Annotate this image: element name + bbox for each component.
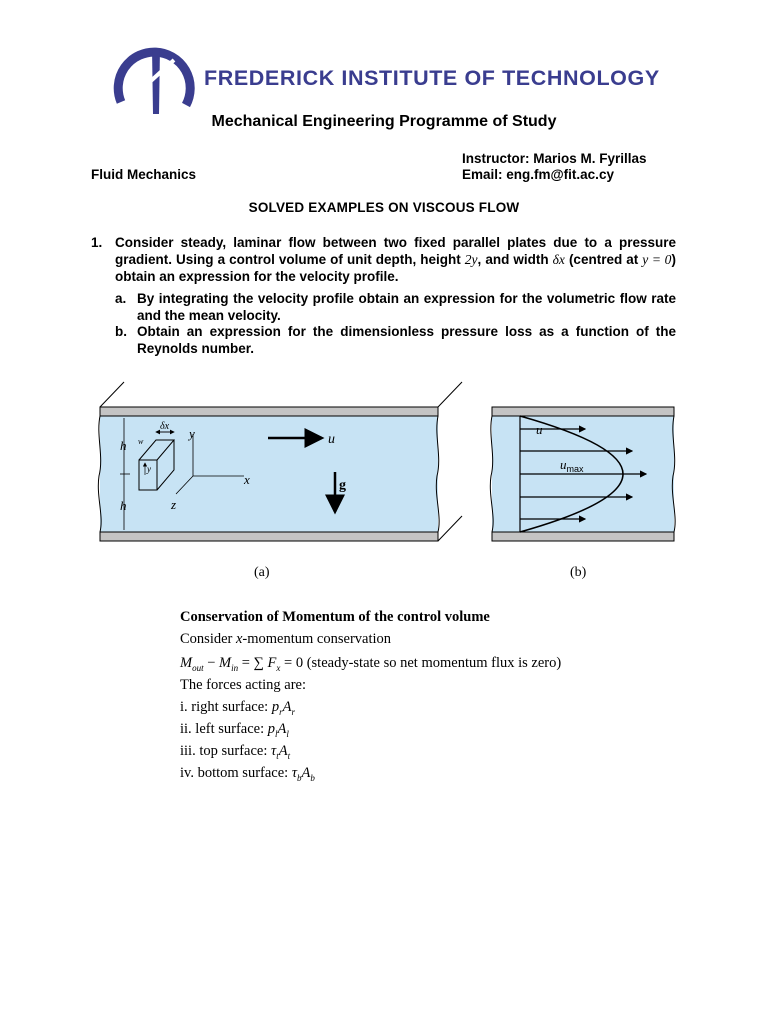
question-1: [91, 234, 676, 285]
conservation-title: Conservation of Momentum of the control volume: [180, 609, 490, 625]
w-label: w: [138, 437, 144, 446]
instructor-line: Instructor: Marios M. Fyrillas: [462, 151, 647, 166]
caption-a: (a): [254, 565, 270, 580]
z-axis-label: z: [171, 497, 177, 512]
forces-intro: The forces acting are:: [180, 677, 306, 693]
part-b-text: Obtain an expression for the dimensionless pressure loss as a function of the Reynolds number.: [137, 324, 676, 356]
institute-logo-icon: [112, 42, 198, 118]
x-axis-label: x: [244, 472, 250, 487]
channel-flow-figure: [96, 376, 686, 586]
dx-label: δx: [160, 421, 170, 432]
force-item: i. right surface: $p_rA_r$: [180, 699, 295, 717]
question-text-part2: , and width: [477, 252, 549, 267]
part-a-text: By integrating the velocity profile obtain an expression for the volumetric flow rate and the mean velocity.: [137, 291, 676, 323]
force-item: iv. bottom surface: $\tau_bA_b$: [180, 765, 315, 783]
question-part-a: [115, 290, 676, 324]
u-label: u: [328, 432, 335, 447]
email-line: Email: eng.fm@fit.ac.cy: [462, 167, 614, 182]
question-text-part3: (centred at: [568, 252, 639, 267]
course-name: Fluid Mechanics: [91, 167, 197, 182]
conservation-line: Consider x-momentum conservation: [180, 631, 392, 647]
h-top-label: h: [120, 438, 127, 453]
profile-u-label: u: [536, 422, 543, 437]
h-bottom-label: h: [120, 498, 127, 513]
bottom-plate-a: [100, 532, 438, 541]
top-plate-a: [100, 407, 438, 416]
umax-label: $u_{max}$: [560, 457, 584, 474]
panel-b: [490, 407, 675, 580]
centre-symbol: y = 0: [642, 252, 672, 267]
question-text-part4: ) obtain an expression for the velocity profile.: [115, 252, 676, 284]
question-text-part1: Consider steady, laminar flow between two fixed parallel plates due to a pressure gradient. Using a control volume of unit depth, height: [115, 235, 676, 267]
bottom-plate-b: [492, 532, 674, 541]
width-symbol: δx: [552, 252, 565, 267]
caption-b: (b): [570, 565, 587, 580]
part-a-label: a.: [115, 291, 127, 306]
institute-name: FREDERICK INSTITUTE OF TECHNOLOGY: [204, 66, 660, 90]
programme-title: Mechanical Engineering Programme of Study: [211, 113, 557, 130]
question-number: 1.: [91, 235, 103, 250]
document-title: SOLVED EXAMPLES ON VISCOUS FLOW: [248, 200, 520, 215]
cv-y-label: y: [147, 464, 151, 474]
height-symbol: 2y: [464, 252, 478, 267]
force-item: iii. top surface: $\tau_tA_t$: [180, 743, 291, 761]
fluid-region-a: [100, 416, 438, 532]
momentum-equation: $M_{out} - M_{in}$ = ∑ $F_x = 0$ (steady-state so net momentum flux is zero): [180, 655, 562, 673]
part-b-label: b.: [115, 324, 127, 339]
question-part-b: [115, 323, 676, 357]
gravity-label: g: [339, 478, 346, 493]
y-axis-label: y: [189, 426, 195, 441]
top-plate-b: [492, 407, 674, 416]
question-body: [115, 234, 676, 285]
force-item: ii. left surface: $p_lA_l$: [180, 721, 289, 739]
panel-a: [98, 382, 462, 580]
